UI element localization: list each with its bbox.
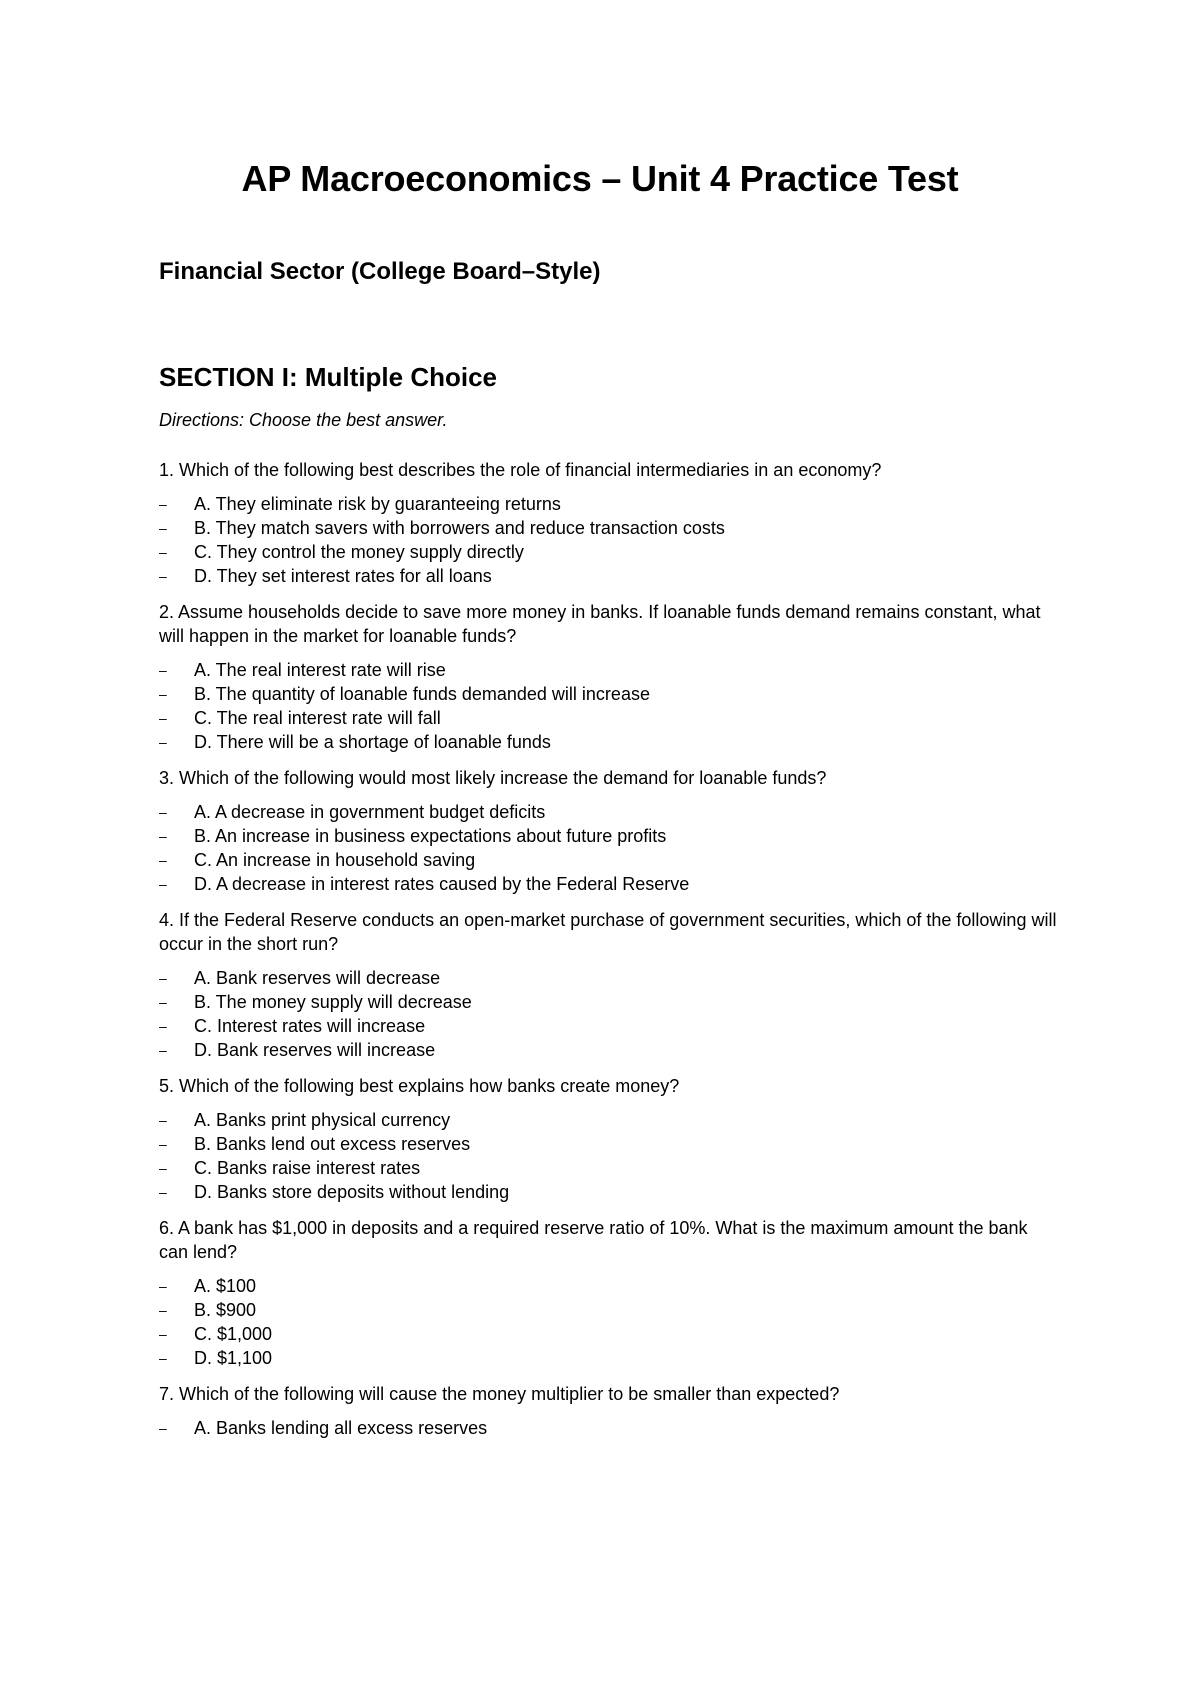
document-title: AP Macroeconomics – Unit 4 Practice Test [241,158,959,199]
question-stem: 6. A bank has $1,000 in deposits and a required reserve ratio of 10%. What is the maximum amount the bank can lend? [159,1218,1028,1262]
answer-option [159,564,1059,588]
dash-bullet-icon: – [159,544,167,560]
answer-option-text: A. They eliminate risk by guaranteeing returns [194,494,561,514]
answer-option [159,1180,1059,1204]
dash-bullet-icon: – [159,520,167,536]
question-stem: 7. Which of the following will cause the money multiplier to be smaller than expected? [159,1384,840,1404]
answer-option-text: D. Banks store deposits without lending [194,1182,510,1202]
answer-option-text: B. The money supply will decrease [194,992,472,1012]
answer-option-text: A. A decrease in government budget deficits [194,802,546,822]
answer-options [159,1416,1059,1440]
dash-bullet-icon: – [159,994,167,1010]
answer-option-text: D. They set interest rates for all loans [194,566,492,586]
answer-option [159,1156,1059,1180]
answer-options [159,492,1059,588]
dash-bullet-icon: – [159,1018,167,1034]
answer-option [159,706,1059,730]
answer-option [159,1274,1059,1298]
dash-bullet-icon: – [159,1112,167,1128]
question-stem: 4. If the Federal Reserve conducts an open-market purchase of government securities, which of the following will occur in the short run? [159,910,1057,954]
dash-bullet-icon: – [159,852,167,868]
dash-bullet-icon: – [159,1184,167,1200]
answer-option-text: C. The real interest rate will fall [194,708,441,728]
question-3 [159,766,1059,896]
answer-option-text: A. Banks print physical currency [194,1110,451,1130]
answer-option-text: D. There will be a shortage of loanable funds [194,732,551,752]
dash-bullet-icon: – [159,1160,167,1176]
question-6 [159,1216,1059,1370]
answer-option [159,1416,1059,1440]
answer-option-text: B. Banks lend out excess reserves [194,1134,471,1154]
answer-option-text: C. $1,000 [194,1324,273,1344]
dash-bullet-icon: – [159,662,167,678]
dash-bullet-icon: – [159,496,167,512]
dash-bullet-icon: – [159,568,167,584]
question-stem: 5. Which of the following best explains how banks create money? [159,1076,680,1096]
answer-option-text: A. The real interest rate will rise [194,660,446,680]
answer-option [159,1014,1059,1038]
dash-bullet-icon: – [159,1350,167,1366]
answer-option [159,1132,1059,1156]
answer-option [159,1298,1059,1322]
answer-option-text: B. An increase in business expectations about future profits [194,826,667,846]
question-5 [159,1074,1059,1204]
dash-bullet-icon: – [159,1136,167,1152]
section-heading: SECTION I: Multiple Choice [159,362,498,392]
answer-option [159,848,1059,872]
question-stem: 1. Which of the following best describes the role of financial intermediaries in an economy? [159,460,882,480]
answer-option-text: D. A decrease in interest rates caused by the Federal Reserve [194,874,690,894]
answer-option [159,492,1059,516]
answer-option-text: A. Banks lending all excess reserves [194,1418,488,1438]
answer-option [159,516,1059,540]
dash-bullet-icon: – [159,1278,167,1294]
answer-option [159,658,1059,682]
answer-option [159,1322,1059,1346]
dash-bullet-icon: – [159,710,167,726]
dash-bullet-icon: – [159,1420,167,1436]
answer-options [159,966,1059,1062]
answer-option-text: C. Interest rates will increase [194,1016,426,1036]
question-stem: 3. Which of the following would most likely increase the demand for loanable funds? [159,768,827,788]
dash-bullet-icon: – [159,1042,167,1058]
dash-bullet-icon: – [159,804,167,820]
dash-bullet-icon: – [159,876,167,892]
answer-option-text: B. The quantity of loanable funds demanded will increase [194,684,650,704]
answer-option-text: B. They match savers with borrowers and reduce transaction costs [194,518,725,538]
answer-option-text: C. An increase in household saving [194,850,476,870]
answer-option-text: A. Bank reserves will decrease [194,968,441,988]
answer-option-text: A. $100 [194,1276,257,1296]
question-4 [159,908,1059,1062]
question-1 [159,458,1059,588]
dash-bullet-icon: – [159,1302,167,1318]
answer-options [159,658,1059,754]
dash-bullet-icon: – [159,970,167,986]
answer-option-text: C. Banks raise interest rates [194,1158,421,1178]
question-2 [159,600,1059,754]
answer-option [159,824,1059,848]
dash-bullet-icon: – [159,734,167,750]
answer-option-text: C. They control the money supply directly [194,542,524,562]
directions-text: Directions: Choose the best answer. [159,410,448,430]
answer-option-text: D. $1,100 [194,1348,273,1368]
answer-option [159,990,1059,1014]
answer-option [159,1346,1059,1370]
answer-option [159,682,1059,706]
answer-option-text: B. $900 [194,1300,257,1320]
answer-option [159,966,1059,990]
dash-bullet-icon: – [159,828,167,844]
dash-bullet-icon: – [159,686,167,702]
dash-bullet-icon: – [159,1326,167,1342]
question-list [159,458,1059,1452]
answer-option [159,1038,1059,1062]
document-subtitle: Financial Sector (College Board–Style) [159,258,601,285]
answer-options [159,800,1059,896]
answer-option [159,730,1059,754]
question-stem: 2. Assume households decide to save more money in banks. If loanable funds demand remains constant, what will happen in the market for loanable funds? [159,602,1041,646]
answer-option-text: D. Bank reserves will increase [194,1040,436,1060]
answer-option [159,872,1059,896]
answer-option [159,800,1059,824]
answer-option [159,1108,1059,1132]
answer-option [159,540,1059,564]
answer-options [159,1108,1059,1204]
answer-options [159,1274,1059,1370]
question-7 [159,1382,1059,1440]
